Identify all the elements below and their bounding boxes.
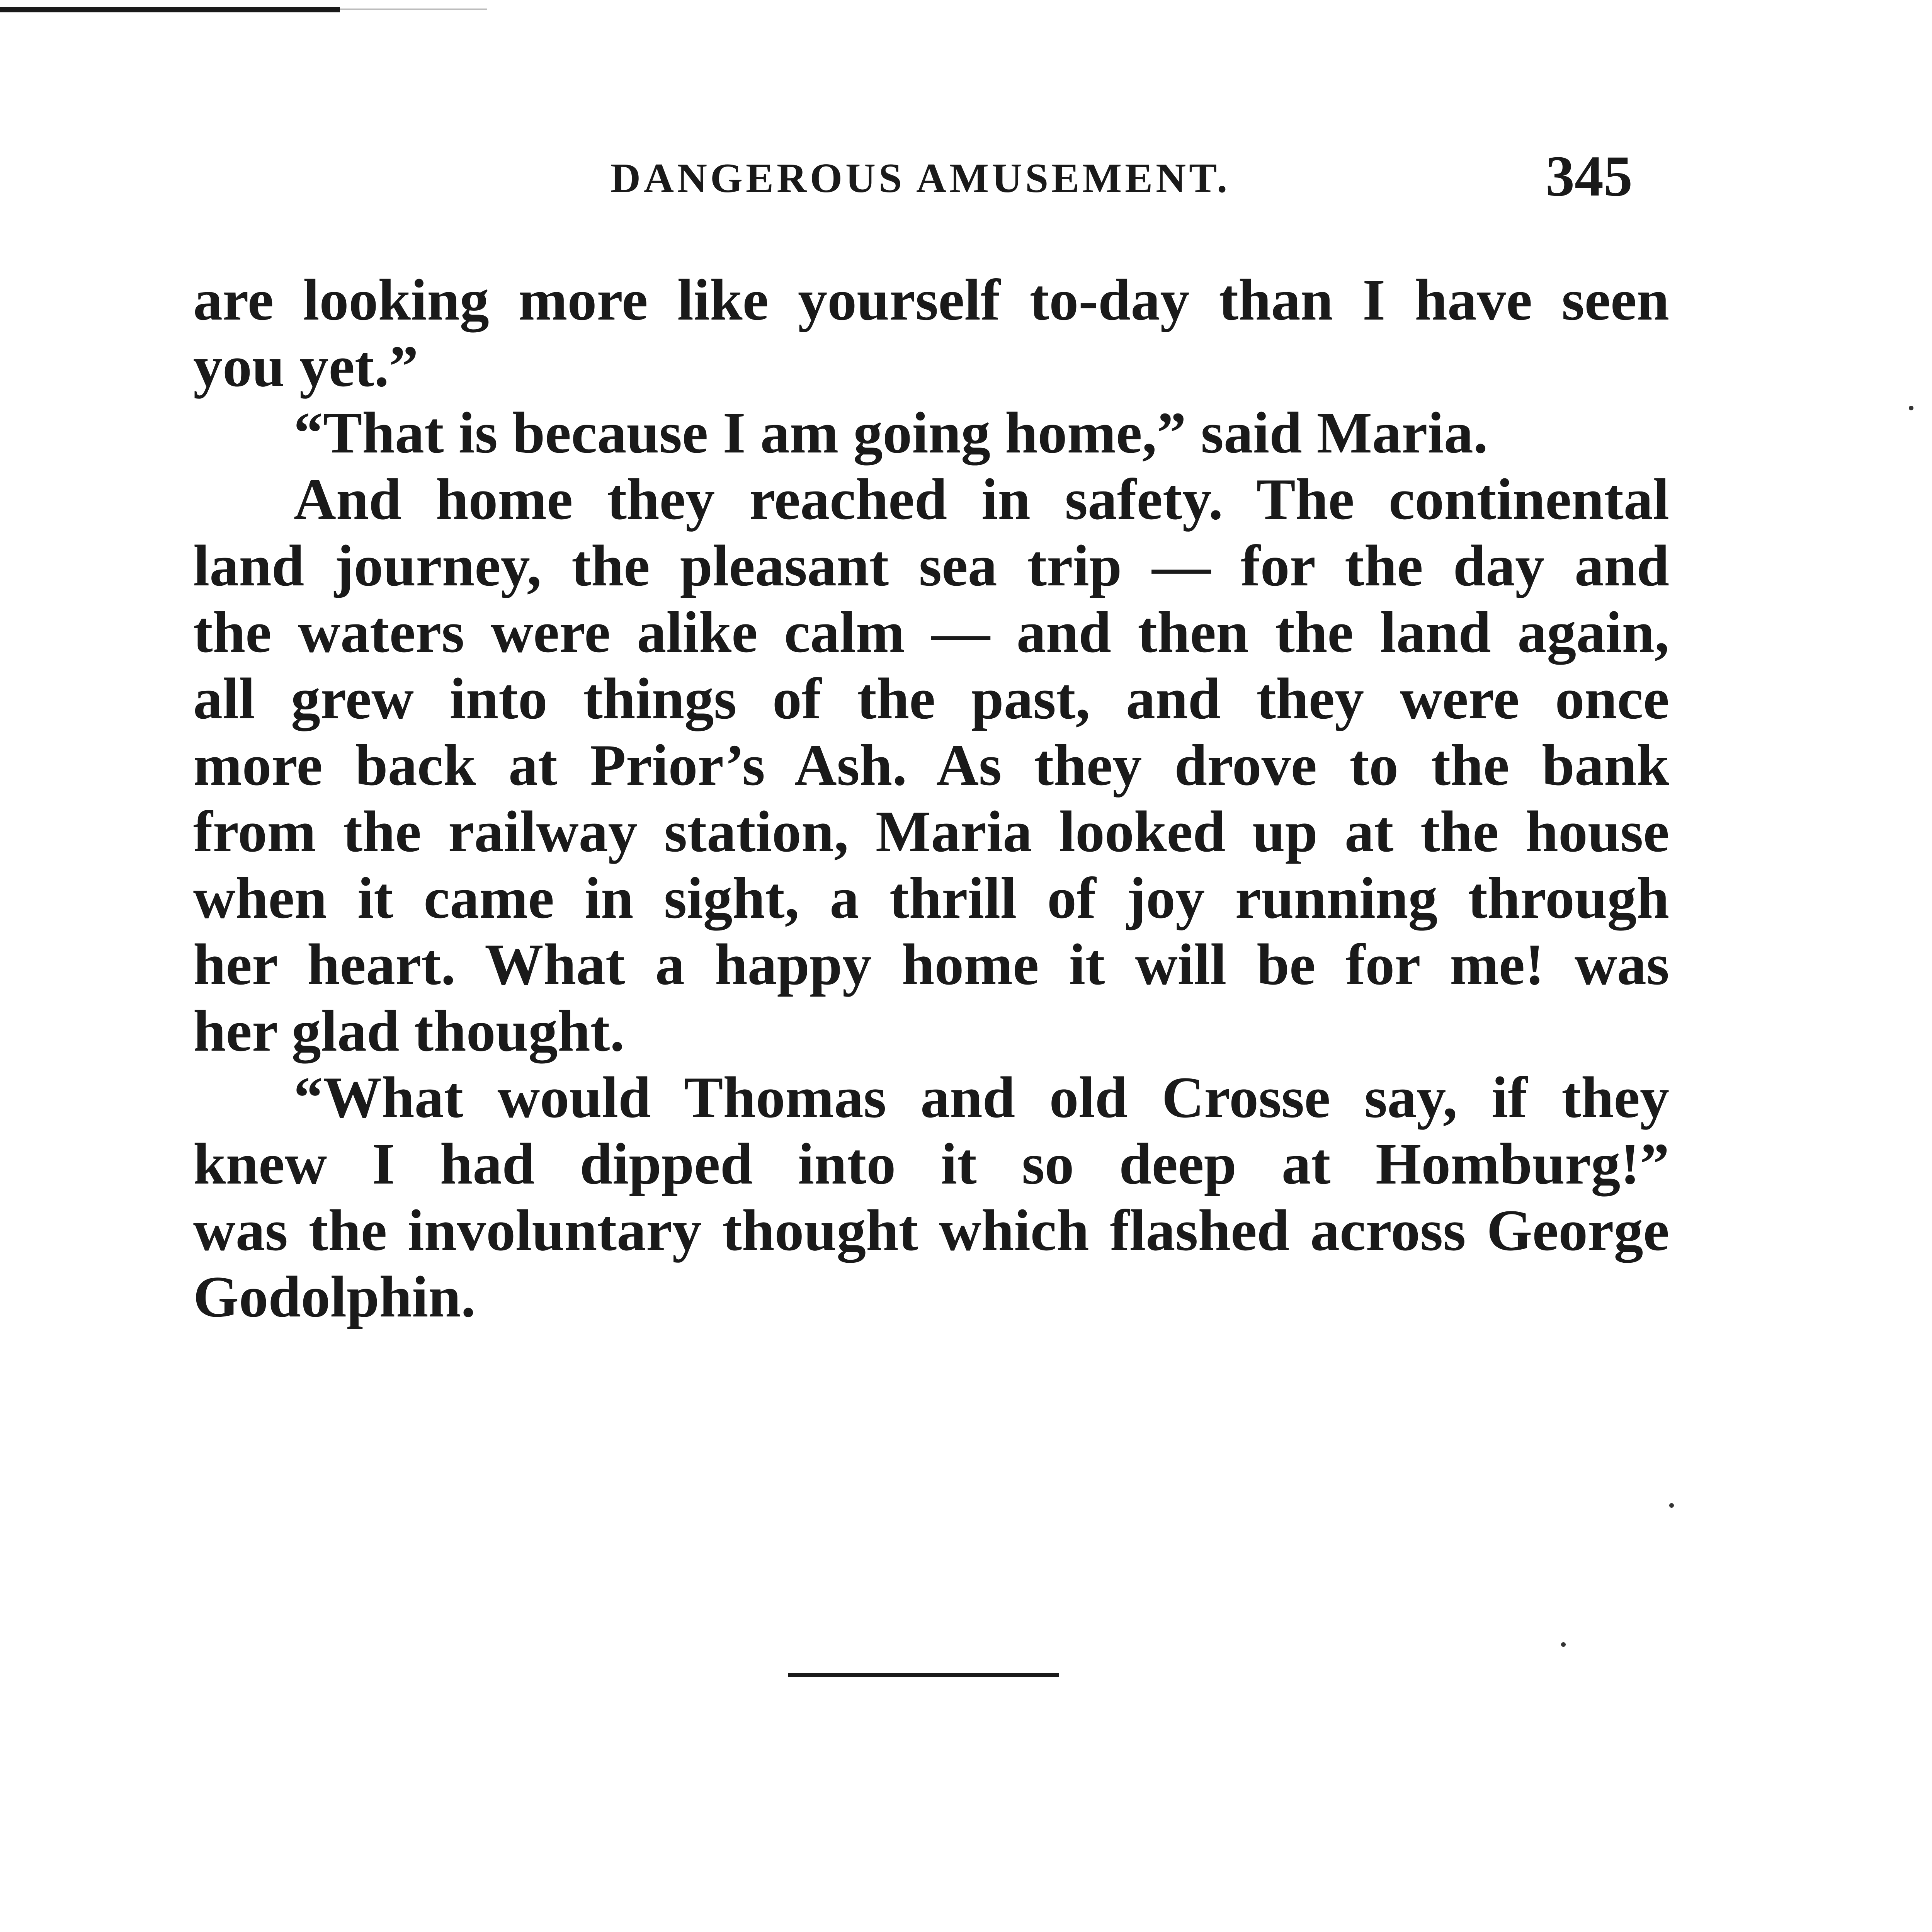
text-line: And home they reached in safety. The continental xyxy=(294,467,1669,532)
body-text xyxy=(193,267,1669,1330)
text-line: “What would Thomas and old Crosse say, if they xyxy=(294,1065,1669,1130)
top-edge-rule-faint xyxy=(340,9,487,10)
text-line: Godolphin. xyxy=(193,1264,476,1329)
print-speck xyxy=(1561,1642,1566,1647)
text-line: are looking more like yourself to-day than I have seen xyxy=(193,267,1669,332)
page-number: 345 xyxy=(1546,144,1633,208)
top-edge-rule xyxy=(0,7,340,12)
print-speck xyxy=(1909,406,1913,410)
text-line: you yet.” xyxy=(193,334,418,399)
text-line: her heart. What a happy home it will be for me! was xyxy=(193,932,1669,997)
text-line: all grew into things of the past, and they were once xyxy=(193,666,1669,731)
print-speck xyxy=(1669,1503,1674,1508)
text-line: knew I had dipped into it so deep at Homburg!” xyxy=(193,1131,1669,1196)
text-line: more back at Prior’s Ash. As they drove to the bank xyxy=(193,733,1669,798)
text-line: the waters were alike calm — and then the land again, xyxy=(193,600,1669,665)
section-end-rule xyxy=(788,1673,1059,1677)
text-line: her glad thought. xyxy=(193,998,625,1063)
text-line: “That is because I am going home,” said Maria. xyxy=(294,400,1488,465)
text-line: from the railway station, Maria looked up at the house xyxy=(193,799,1669,864)
text-line: was the involuntary thought which flashed across George xyxy=(193,1198,1669,1263)
running-head: DANGEROUS AMUSEMENT. xyxy=(611,155,1231,201)
text-line: when it came in sight, a thrill of joy running through xyxy=(193,866,1669,930)
text-line: land journey, the pleasant sea trip — for the day and xyxy=(193,533,1669,598)
